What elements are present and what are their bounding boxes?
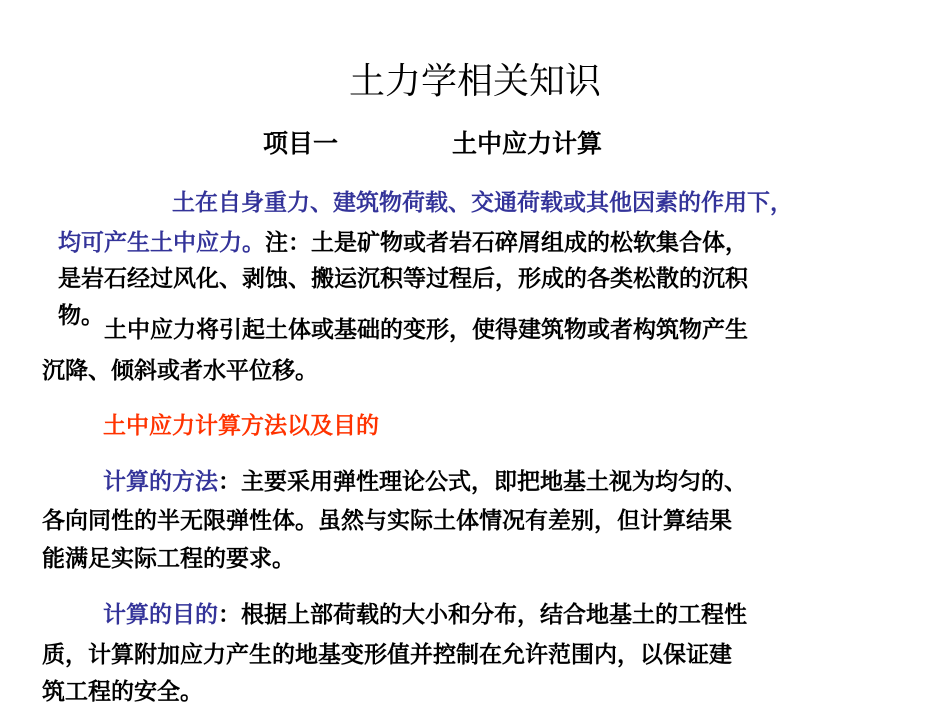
para1-line4b: 土中应力将引起土体或基础的变形，使得建筑物或者构筑物产生 xyxy=(104,317,748,343)
para1-line2-black: 注：土是矿物或者岩石碎屑组成的松软集合体， xyxy=(265,230,748,256)
method-text1: ：主要采用弹性理论公式，即把地基土视为均匀的、 xyxy=(218,469,747,495)
method-label: 计算的方法 xyxy=(103,469,218,495)
purpose-label: 计算的目的 xyxy=(103,602,218,628)
method-line1 xyxy=(103,466,747,498)
purpose-line2: 质，计算附加应力产生的地基变形值并控制在允许范围内，以保证建 xyxy=(42,642,732,668)
purpose-text1: ：根据上部荷载的大小和分布，结合地基土的工程性 xyxy=(218,602,747,628)
method-line3: 能满足实际工程的要求。 xyxy=(42,546,295,572)
para1-line2-blue: 均可产生土中应力。 xyxy=(58,230,265,256)
para1-line1: 土在自身重力、建筑物荷载、交通荷载或其他因素的作用下， xyxy=(172,190,793,216)
section-heading: 土中应力计算方法以及目的 xyxy=(103,413,379,439)
subtitle-project: 项目一 xyxy=(263,129,339,158)
purpose-line3: 筑工程的安全。 xyxy=(42,679,203,705)
para1-line5: 沉降、倾斜或者水平位移。 xyxy=(42,358,318,384)
method-line2: 各向同性的半无限弹性体。虽然与实际土体情况有差别，但计算结果 xyxy=(42,508,732,534)
page-title: 土力学相关知识 xyxy=(348,61,601,102)
purpose-line1 xyxy=(103,599,747,631)
para1-line2 xyxy=(58,227,748,259)
para1-line4a: 物。 xyxy=(58,303,104,329)
subtitle-topic: 土中应力计算 xyxy=(452,129,603,158)
para1-line3: 是岩石经过风化、剥蚀、搬运沉积等过程后，形成的各类松散的沉积 xyxy=(58,266,748,292)
